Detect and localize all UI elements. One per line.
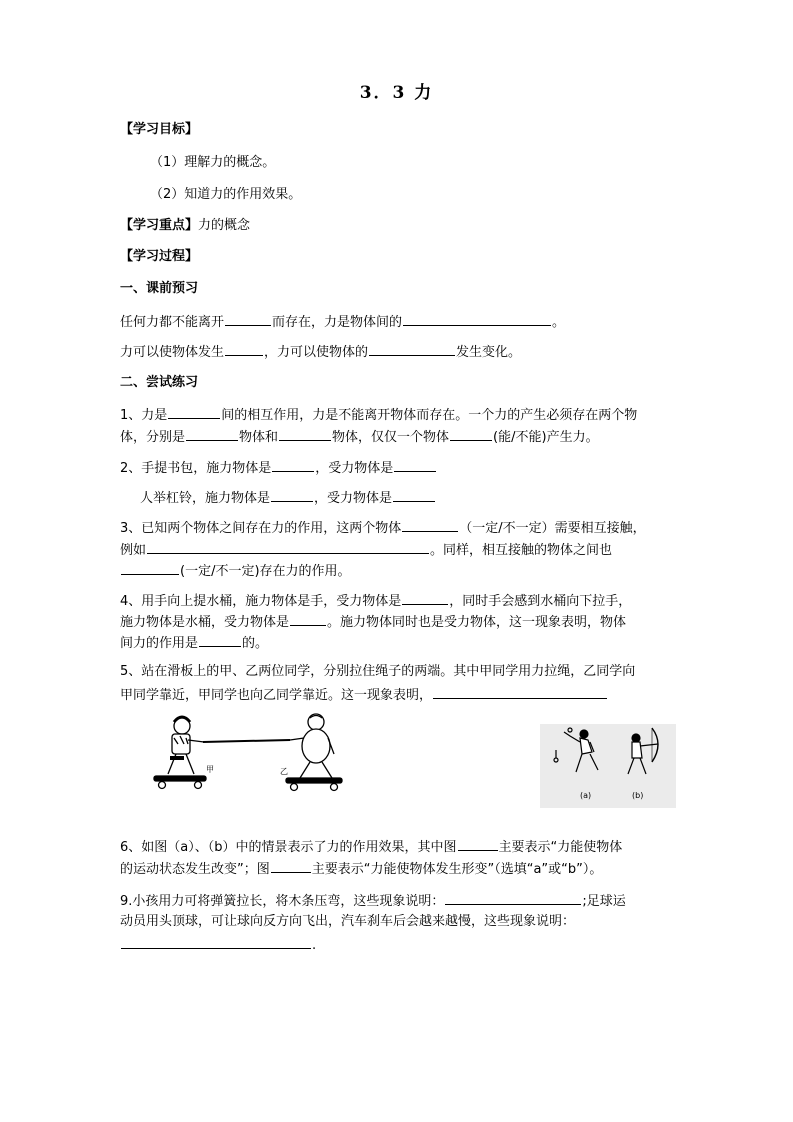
answer-blank[interactable] <box>225 343 263 356</box>
answer-blank[interactable] <box>402 592 448 605</box>
text: (能/不能)产生力。 <box>493 430 599 445</box>
figure-b-archer <box>628 728 658 774</box>
text: ，受力物体是 <box>315 461 394 476</box>
text: 而存在，力是物体间的 <box>272 315 403 330</box>
text: 力可以使物体发生 <box>120 345 225 360</box>
text: 施力物体是水桶，受力物体是 <box>120 615 290 630</box>
text: 间的相互作用，力是不能离开物体而存在。一个力的产生必须存在两个物 <box>221 408 638 423</box>
answer-blank[interactable] <box>199 634 241 647</box>
practice-q6-line2 <box>120 860 602 878</box>
page-title: 3．3 力 <box>359 83 434 103</box>
text: 9.小孩用力可将弹簧拉长，将木条压弯，这些现象说明： <box>120 894 445 909</box>
answer-blank[interactable] <box>271 489 313 502</box>
key-point <box>120 218 250 234</box>
figure-ab <box>540 724 676 808</box>
text: 发生变化。 <box>456 345 522 360</box>
text: ，同时手会感到水桶向下拉手， <box>449 594 632 609</box>
text: 例如 <box>120 543 147 558</box>
answer-blank[interactable] <box>393 489 435 502</box>
practice-q2-line2 <box>140 489 436 507</box>
text: 。同样，相互接触的物体之间也 <box>430 543 613 558</box>
practice-q4-line3 <box>120 634 268 652</box>
label-yi: 乙 <box>280 767 288 776</box>
practice-q4-line2 <box>120 613 626 631</box>
answer-blank[interactable] <box>394 459 436 472</box>
practice-q3-line1 <box>120 519 646 537</box>
text: 甲同学靠近，甲同学也向乙同学靠近。这一现象表明， <box>120 688 433 703</box>
practice-q9-line2: 动员用头顶球，可让球向反方向飞出，汽车刹车后会越来越慢，这些现象说明： <box>120 914 576 929</box>
label-b: (b) <box>632 791 644 800</box>
answer-blank[interactable] <box>121 562 179 575</box>
answer-blank[interactable] <box>121 936 311 949</box>
rope <box>203 740 290 742</box>
practice-heading: 二、尝试练习 <box>120 375 199 390</box>
text: ，力可以使物体的 <box>264 345 369 360</box>
answer-blank[interactable] <box>402 519 458 532</box>
answer-blank[interactable] <box>271 860 311 873</box>
objectives-heading: 【学习目标】 <box>120 122 199 137</box>
key-point-heading: 【学习重点】 <box>120 218 199 233</box>
student-jia <box>154 717 206 789</box>
text: 物体和 <box>239 430 279 445</box>
practice-q1-line2 <box>120 428 599 446</box>
text: 主要表示“力能使物体发生形变”（选填“a”或“b”）。 <box>311 862 603 877</box>
text: （一定/不一定）需要相互接触， <box>459 521 646 536</box>
text: (一定/不一定)存在力的作用。 <box>180 564 351 579</box>
answer-blank[interactable] <box>279 428 331 441</box>
text: ;足球运 <box>582 894 626 909</box>
practice-q4-line1 <box>120 592 631 610</box>
practice-q5-line1: 5、站在滑板上的甲、乙两位同学，分别拉住绳子的两端。其中甲同学用力拉绳，乙同学向 <box>120 664 636 679</box>
answer-blank[interactable] <box>433 686 607 699</box>
text: 。施力物体同时也是受力物体，这一现象表明，物体 <box>327 615 627 630</box>
answer-blank[interactable] <box>186 428 238 441</box>
text: 任何力都不能离开 <box>120 315 225 330</box>
text: ，受力物体是 <box>314 491 393 506</box>
practice-q9-line3 <box>120 936 316 954</box>
preview-question-1 <box>120 313 565 331</box>
practice-q3-line2 <box>120 541 612 559</box>
answer-blank[interactable] <box>458 838 498 851</box>
practice-q1-line1 <box>120 406 637 424</box>
text: 间力的作用是 <box>120 636 199 651</box>
objective-item-2: （2）知道力的作用效果。 <box>150 187 302 202</box>
answer-blank[interactable] <box>290 613 326 626</box>
answer-blank[interactable] <box>147 541 429 554</box>
practice-q3-line3 <box>120 562 351 580</box>
text: 的。 <box>242 636 269 651</box>
text: 体，分别是 <box>120 430 186 445</box>
student-yi <box>286 714 342 791</box>
label-jia: 甲 <box>206 765 214 774</box>
text: 的运动状态发生改变”；图 <box>120 862 270 877</box>
objective-item-1: （1）理解力的概念。 <box>150 155 276 170</box>
practice-q9-line1 <box>120 892 626 910</box>
preview-heading: 一、课前预习 <box>120 281 199 296</box>
figure-a-player <box>554 728 598 772</box>
answer-blank[interactable] <box>272 459 314 472</box>
answer-blank[interactable] <box>403 313 551 326</box>
answer-blank[interactable] <box>450 428 492 441</box>
text: . <box>312 938 317 953</box>
answer-blank[interactable] <box>369 343 455 356</box>
process-heading: 【学习过程】 <box>120 249 199 264</box>
text: 3、已知两个物体之间存在力的作用，这两个物体 <box>120 521 402 536</box>
text: 主要表示“力能使物体 <box>498 840 623 855</box>
text: 6、如图（a）、（b）中的情景表示了力的作用效果，其中图 <box>120 840 457 855</box>
answer-blank[interactable] <box>225 313 271 326</box>
practice-q5-line2 <box>120 686 608 704</box>
practice-q6-line1 <box>120 838 622 856</box>
text: 物体，仅仅一个物体 <box>332 430 450 445</box>
preview-question-2 <box>120 343 521 361</box>
text: 。 <box>552 315 566 330</box>
text: 人举杠铃，施力物体是 <box>140 491 271 506</box>
text: 2、手提书包，施力物体是 <box>120 461 272 476</box>
skateboard-rope-figure <box>148 712 354 798</box>
label-a: (a) <box>580 791 592 800</box>
text: 4、用手向上提水桶，施力物体是手，受力物体是 <box>120 594 402 609</box>
text: 1、力是 <box>120 408 168 423</box>
practice-q2-line1 <box>120 459 437 477</box>
answer-blank[interactable] <box>445 892 581 905</box>
key-point-text: 力的概念 <box>198 218 251 233</box>
answer-blank[interactable] <box>168 406 220 419</box>
